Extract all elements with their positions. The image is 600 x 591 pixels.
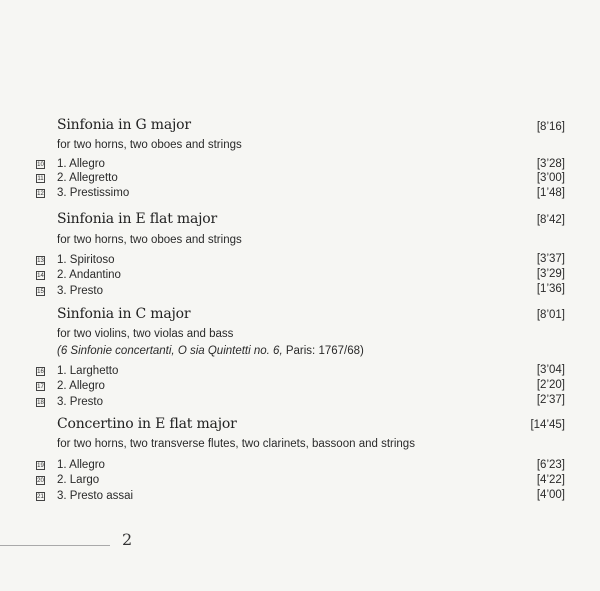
section-duration: [8’16] (536, 121, 565, 133)
track-title: 3. Presto (57, 285, 104, 297)
track-duration: [1’36] (536, 283, 565, 295)
track-title: 2. Largo (57, 474, 100, 486)
track-title: 1. Spiritoso (57, 254, 115, 266)
footer-rule (0, 545, 110, 546)
track-duration: [3’04] (536, 364, 565, 376)
section-note-normal: Paris: 1767/68) (282, 345, 364, 357)
page-number: 2 (122, 530, 133, 549)
track-number-badge: 13 (37, 258, 44, 264)
track-number-badge: 17 (37, 384, 44, 390)
track-duration: [3’28] (536, 158, 565, 170)
track-number-badge: 18 (37, 400, 44, 406)
section-note (57, 345, 364, 357)
track-title: 2. Allegro (57, 380, 105, 392)
track-number-badge: 10 (37, 162, 44, 168)
section-duration: [8’42] (536, 214, 565, 226)
track-number-badge: 20 (37, 478, 44, 484)
track-duration: [3’29] (536, 268, 565, 280)
track-duration: [2’20] (536, 379, 565, 391)
track-title: 3. Presto (57, 396, 104, 408)
section-title: Sinfonia in C major (57, 306, 191, 322)
section-description: for two horns, two oboes and strings (57, 234, 242, 246)
track-duration: [3’37] (536, 253, 565, 265)
track-title: 3. Prestissimo (57, 187, 130, 199)
track-title: 3. Presto assai (57, 490, 134, 502)
section-title: Sinfonia in G major (57, 117, 191, 133)
track-duration: [3’00] (536, 172, 565, 184)
track-number-badge: 14 (37, 273, 44, 279)
section-description: for two violins, two violas and bass (57, 328, 234, 340)
section-description: for two horns, two transverse flutes, two clarinets, bassoon and strings (57, 438, 415, 450)
track-title: 2. Andantino (57, 269, 121, 281)
track-title: 1. Allegro (57, 459, 105, 471)
track-number-badge: 11 (37, 176, 44, 182)
track-duration: [4’22] (536, 474, 565, 486)
track-number-badge: 12 (37, 191, 44, 197)
section-duration: [14’45] (530, 419, 565, 431)
track-duration: [2’37] (536, 394, 565, 406)
track-title: 1. Larghetto (57, 365, 119, 377)
section-title: Sinfonia in E flat major (57, 211, 217, 227)
track-duration: [1’48] (536, 187, 565, 199)
section-note-italic: (6 Sinfonie concertanti, O sia Quintetti no. 6, (57, 345, 283, 357)
track-number-badge: 21 (37, 494, 44, 500)
track-title: 1. Allegro (57, 158, 105, 170)
section-duration: [8’01] (536, 309, 565, 321)
track-number-badge: 15 (37, 289, 44, 295)
track-duration: [6’23] (536, 459, 565, 471)
track-number-badge: 16 (37, 369, 44, 375)
track-title: 2. Allegretto (57, 172, 118, 184)
section-description: for two horns, two oboes and strings (57, 139, 242, 151)
track-duration: [4’00] (536, 489, 565, 501)
section-title: Concertino in E flat major (57, 416, 237, 432)
track-number-badge: 19 (37, 463, 44, 469)
